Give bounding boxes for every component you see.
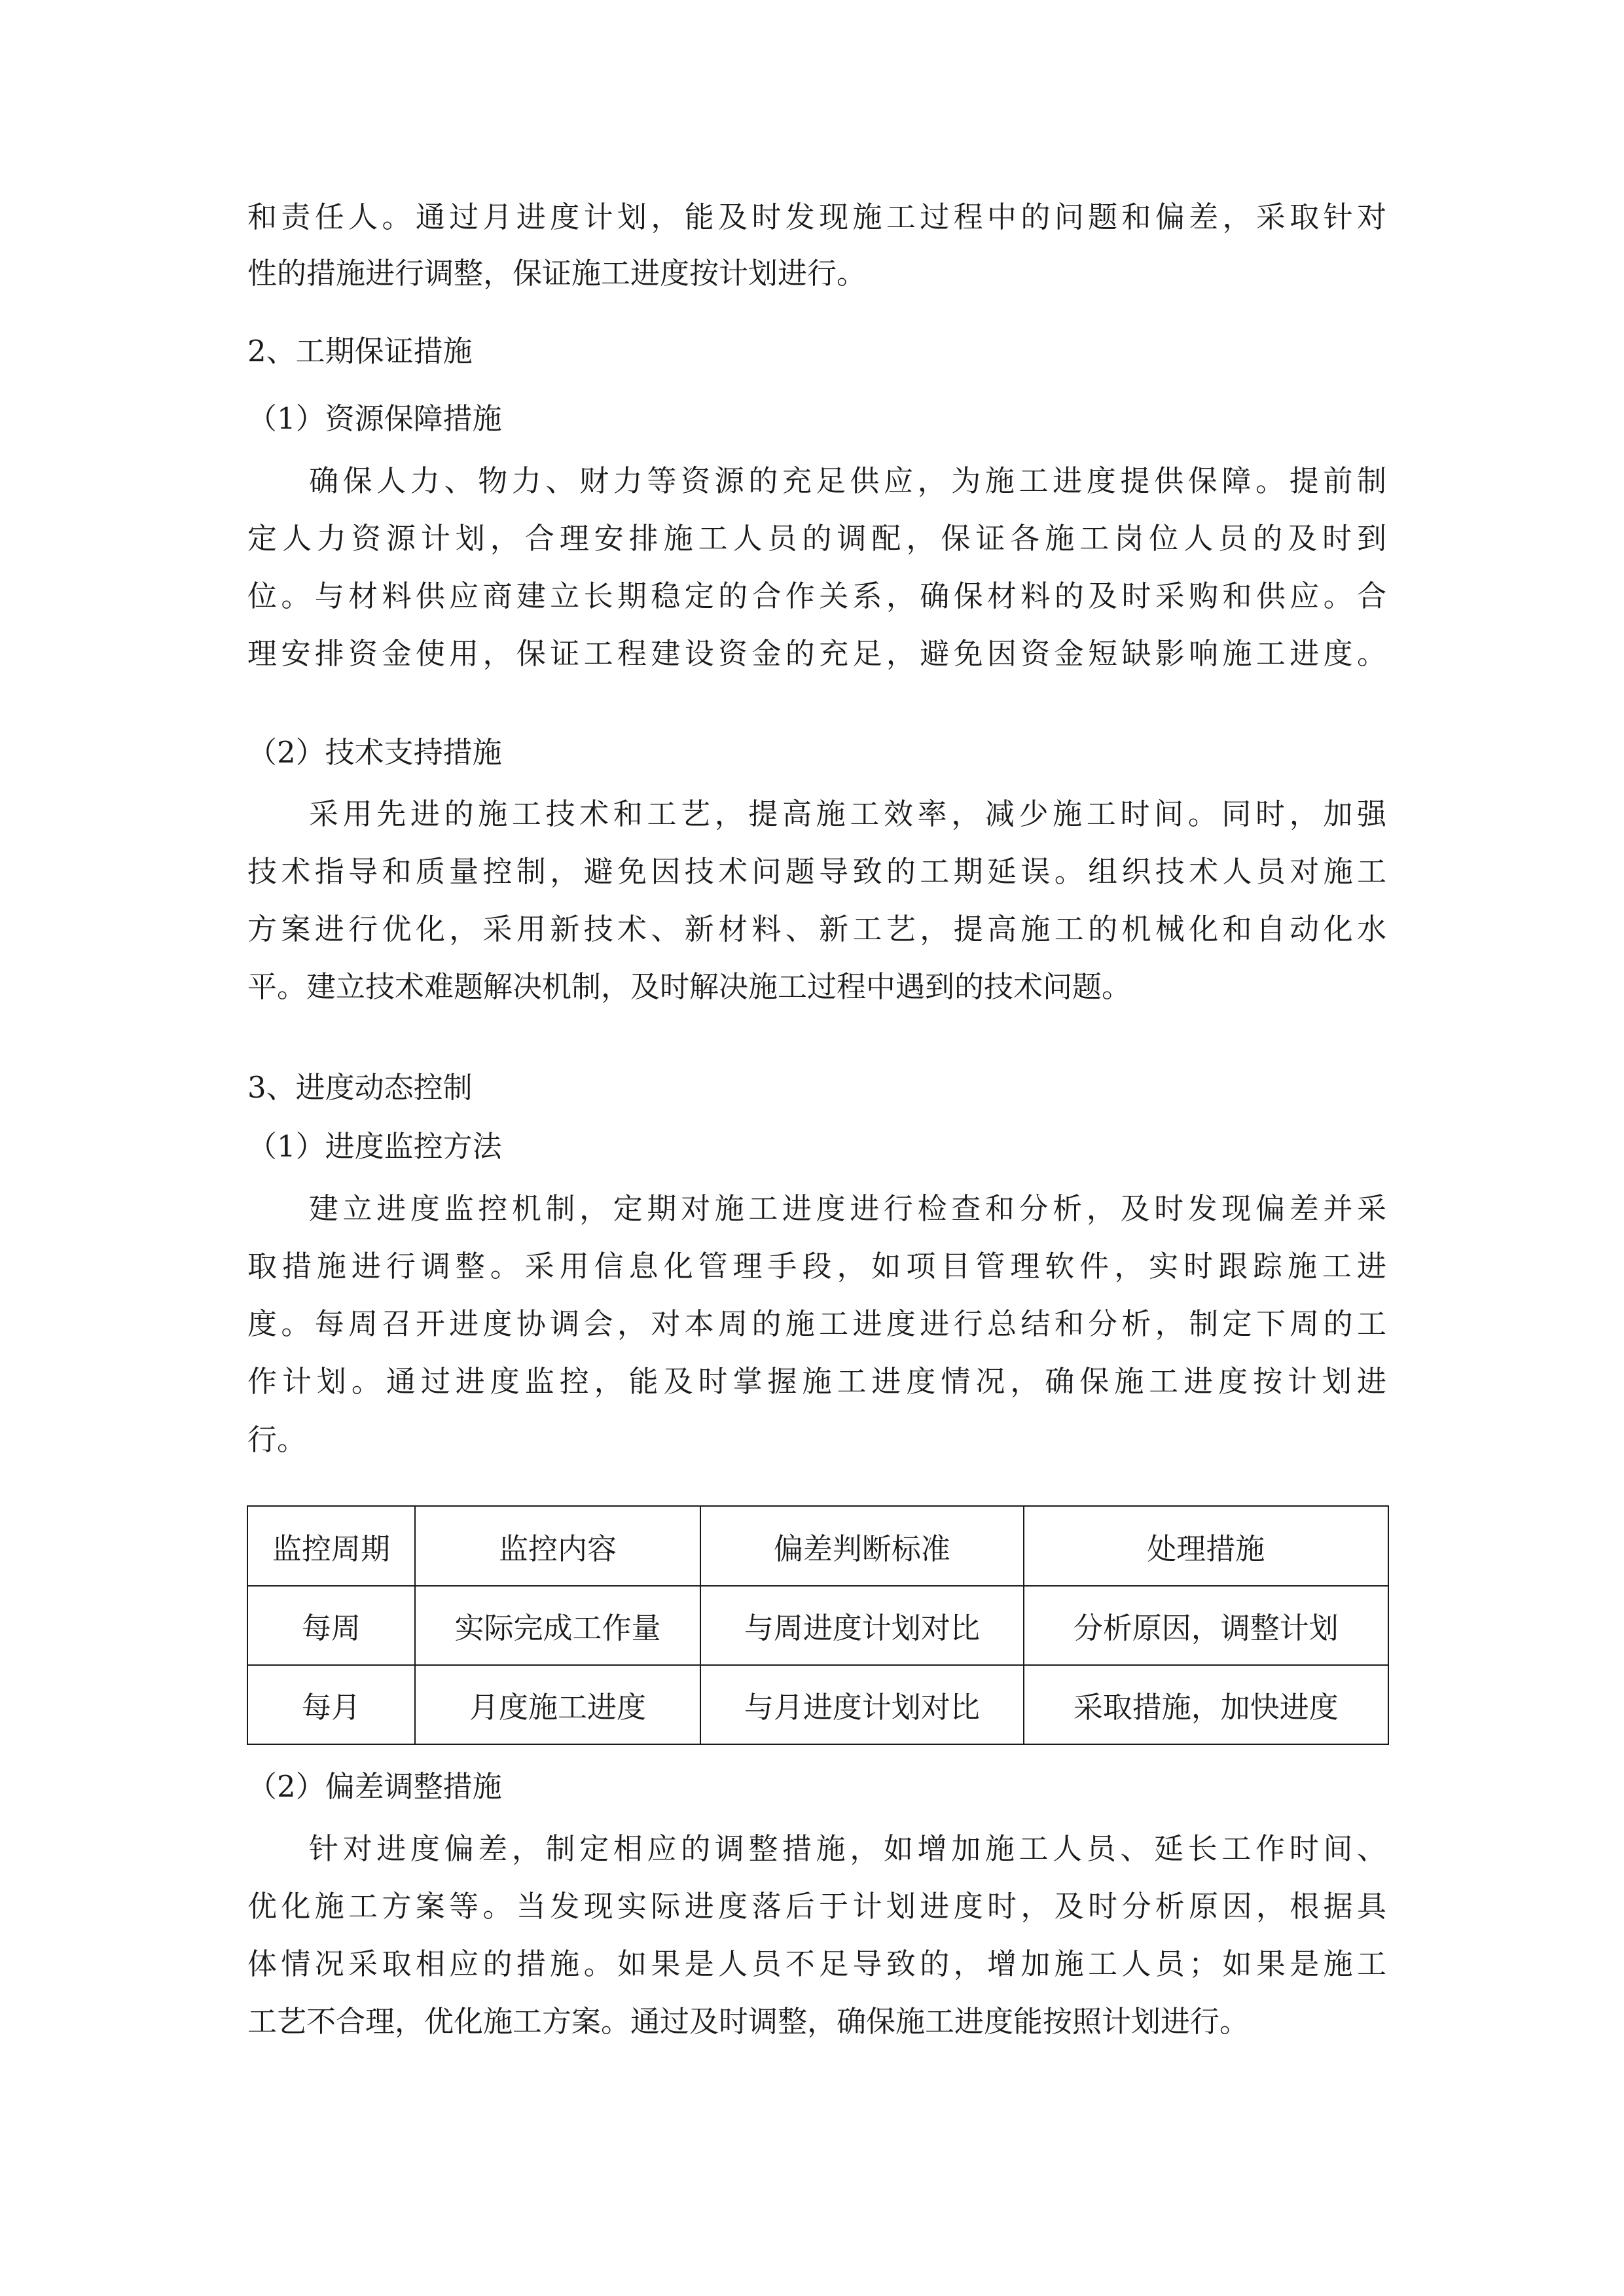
- table-row: [247, 1586, 1388, 1665]
- table-cell: 每月: [247, 1665, 415, 1744]
- paragraph-line: 建立进度监控机制，定期对施工进度进行检查和分析，及时发现偏差并采: [309, 1191, 1386, 1226]
- paragraph-line: 方案进行优化，采用新技术、新材料、新工艺，提高施工的机械化和自动化水: [247, 912, 1386, 946]
- subsection-title: （2）技术支持措施: [247, 735, 502, 770]
- paragraph-line: 理安排资金使用，保证工程建设资金的充足，避免因资金短缺影响施工进度。: [247, 636, 1386, 671]
- table-header-cell: 监控周期: [247, 1506, 415, 1586]
- paragraph-line: 位。与材料供应商建立长期稳定的合作关系，确保材料的及时采购和供应。合: [247, 579, 1386, 613]
- paragraph-line: 作计划。通过进度监控，能及时掌握施工进度情况，确保施工进度按计划进: [247, 1364, 1386, 1399]
- paragraph-line: 技术指导和质量控制，避免因技术问题导致的工期延误。组织技术人员对施工: [247, 854, 1386, 889]
- table-header-cell: 偏差判断标准: [700, 1506, 1023, 1586]
- table-cell: 实际完成工作量: [415, 1586, 700, 1665]
- monitoring-table: [247, 1505, 1389, 1745]
- section-heading: 2、工期保证措施: [247, 334, 473, 368]
- table-header-cell: 监控内容: [415, 1506, 700, 1586]
- paragraph-line: 采用先进的施工技术和工艺，提高施工效率，减少施工时间。同时，加强: [309, 797, 1386, 831]
- subsection-title: （1）进度监控方法: [247, 1129, 502, 1164]
- paragraph-line: 工艺不合理，优化施工方案。通过及时调整，确保施工进度能按照计划进行。: [247, 2004, 1250, 2039]
- table-cell: 月度施工进度: [415, 1665, 700, 1744]
- paragraph-line: 平。建立技术难题解决机制，及时解决施工过程中遇到的技术问题。: [247, 969, 1132, 1004]
- section-heading: 3、进度动态控制: [247, 1070, 473, 1105]
- table-cell: 与月进度计划对比: [700, 1665, 1023, 1744]
- paragraph-line: 行。: [247, 1422, 307, 1457]
- paragraph-line: 针对进度偏差，制定相应的调整措施，如增加施工人员、延长工作时间、: [309, 1831, 1386, 1866]
- subsection-title: （1）资源保障措施: [247, 401, 502, 436]
- table-cell: 每周: [247, 1586, 415, 1665]
- paragraph-line: 度。每周召开进度协调会，对本周的施工进度进行总结和分析，制定下周的工: [247, 1306, 1386, 1341]
- table-cell: 采取措施，加快进度: [1024, 1665, 1388, 1744]
- paragraph-line: 体情况采取相应的措施。如果是人员不足导致的，增加施工人员；如果是施工: [247, 1946, 1386, 1981]
- subsection-title: （2）偏差调整措施: [247, 1769, 502, 1804]
- paragraph-line: 优化施工方案等。当发现实际进度落后于计划进度时，及时分析原因，根据具: [247, 1889, 1386, 1924]
- table-header-row: [247, 1506, 1388, 1586]
- table-cell: 与周进度计划对比: [700, 1586, 1023, 1665]
- table-cell: 分析原因，调整计划: [1024, 1586, 1388, 1665]
- paragraph-line: 和责任人。通过月进度计划，能及时发现施工过程中的问题和偏差，采取针对: [247, 200, 1386, 234]
- paragraph-line: 取措施进行调整。采用信息化管理手段，如项目管理软件，实时跟踪施工进: [247, 1249, 1386, 1283]
- paragraph-line: 性的措施进行调整，保证施工进度按计划进行。: [247, 256, 867, 291]
- table-header-cell: 处理措施: [1024, 1506, 1388, 1586]
- table-row: [247, 1665, 1388, 1744]
- paragraph-line: 确保人力、物力、财力等资源的充足供应，为施工进度提供保障。提前制: [309, 463, 1386, 498]
- paragraph-line: 定人力资源计划，合理安排施工人员的调配，保证各施工岗位人员的及时到: [247, 521, 1386, 556]
